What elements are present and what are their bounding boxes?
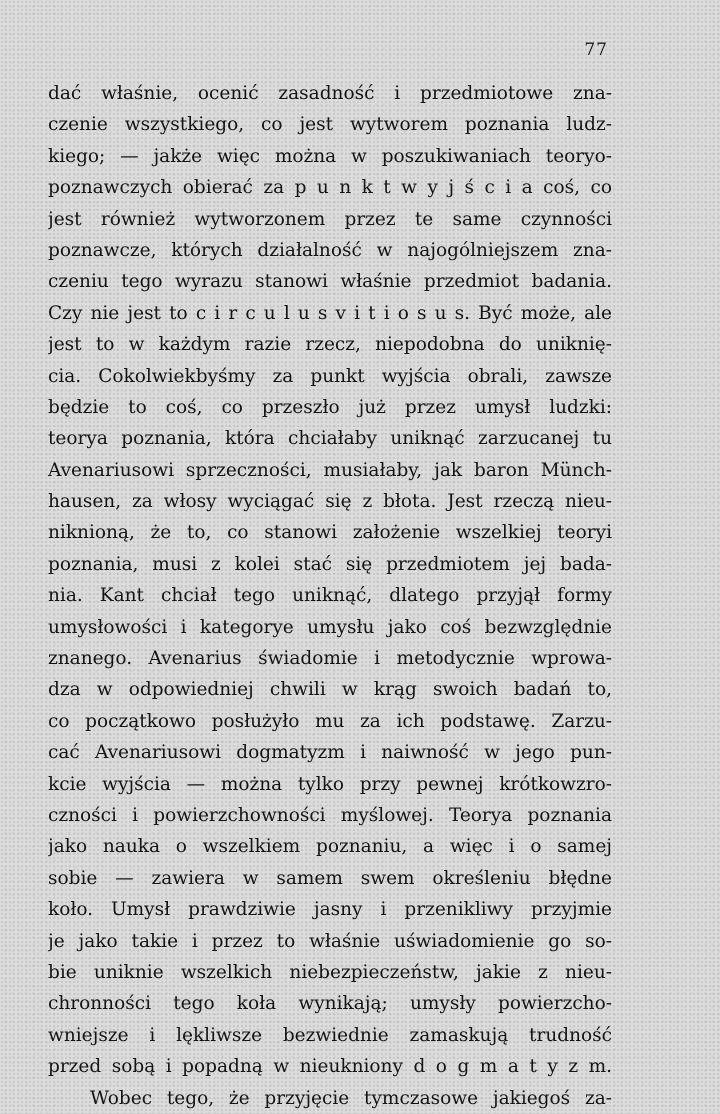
text-line: cać Avenariusowi dogmatyzm i naiwność w jego pun- <box>48 742 612 764</box>
text-line: czeniu tego wyrazu stanowi właśnie przedmiot badania. <box>48 271 612 293</box>
text-line: znanego. Avenarius świadomie i metodycznie wprowa- <box>48 648 612 670</box>
text-line: sobie — zawiera w samem swem określeniu błędne <box>48 867 612 889</box>
text-line: kiego; — jakże więc można w poszukiwaniach teoryo- <box>48 145 612 167</box>
text-line: poznawczych obierać za p u n k t w y j ś c i a coś, co <box>48 177 612 199</box>
text-line: hausen, za włosy wyciągać się z błota. Jest rzeczą nieu- <box>48 491 612 513</box>
text-line: czności i powierzchowności myślowej. Teorya poznania <box>48 804 612 826</box>
text-line: koło. Umysł prawdziwie jasny i przenikliwy przyjmie <box>48 899 612 921</box>
text-line: będzie to coś, co przeszło już przez umysł ludzki: <box>48 396 612 418</box>
text-line: teorya poznania, która chciałaby uniknąć zarzucanej tu <box>48 428 612 450</box>
text-line-paragraph-start: Wobec tego, że przyjęcie tymczasowe jakiegoś za- <box>90 1087 612 1109</box>
text-line: poznawcze, których działalność w najogólniejszem zna- <box>48 239 612 261</box>
text-line: Czy nie jest to c i r c u l u s v i t i o s u s. Być może, ale <box>48 302 612 324</box>
text-line: nia. Kant chciał tego uniknąć, dlatego przyjął formy <box>48 585 612 607</box>
text-line: chronności tego koła wynikają; umysły powierzcho- <box>48 993 612 1015</box>
text-line: co początkowo posłużyło mu za ich podstawę. Zarzu- <box>48 710 612 732</box>
text-line: jako nauka o wszelkiem poznaniu, a więc i o samej <box>48 836 612 858</box>
text-line: umysłowości i kategorye umysłu jako coś bezwzględnie <box>48 616 612 638</box>
body-text <box>48 78 612 1114</box>
text-line: Avenariusowi sprzeczności, musiałaby, jak baron Münch- <box>48 459 612 481</box>
text-line: niknioną, że to, co stanowi założenie wszelkiej teoryi <box>48 522 612 544</box>
text-line: jest to w każdym razie rzecz, niepodobna do uniknię- <box>48 334 612 356</box>
text-line: jest również wytworzonem przez te same czynności <box>48 208 612 230</box>
text-line: dać właśnie, ocenić zasadność i przedmiotowe zna- <box>48 83 612 104</box>
text-line: czenie wszystkiego, co jest wytworem poznania ludz- <box>48 114 612 136</box>
text-line: je jako takie i przez to właśnie uświadomienie go so- <box>48 930 612 952</box>
text-line: bie uniknie wszelkich niebezpieczeństw, jakie z nieu- <box>48 961 612 983</box>
text-line: poznania, musi z kolei stać się przedmiotem jej bada- <box>48 553 612 575</box>
text-line: przed sobą i popadną w nieukniony d o g m a t y z m. <box>48 1056 612 1078</box>
text-line: wniejsze i lękliwsze bezwiednie zamaskują trudność <box>48 1024 612 1046</box>
text-line: dza w odpowiedniej chwili w krąg swoich badań to, <box>48 679 612 701</box>
text-line: kcie wyjścia — można tylko przy pewnej krótkowzro- <box>48 773 612 795</box>
page-number: 77 <box>584 40 608 60</box>
text-line: cia. Cokolwiekbyśmy za punkt wyjścia obrali, zawsze <box>48 365 612 387</box>
